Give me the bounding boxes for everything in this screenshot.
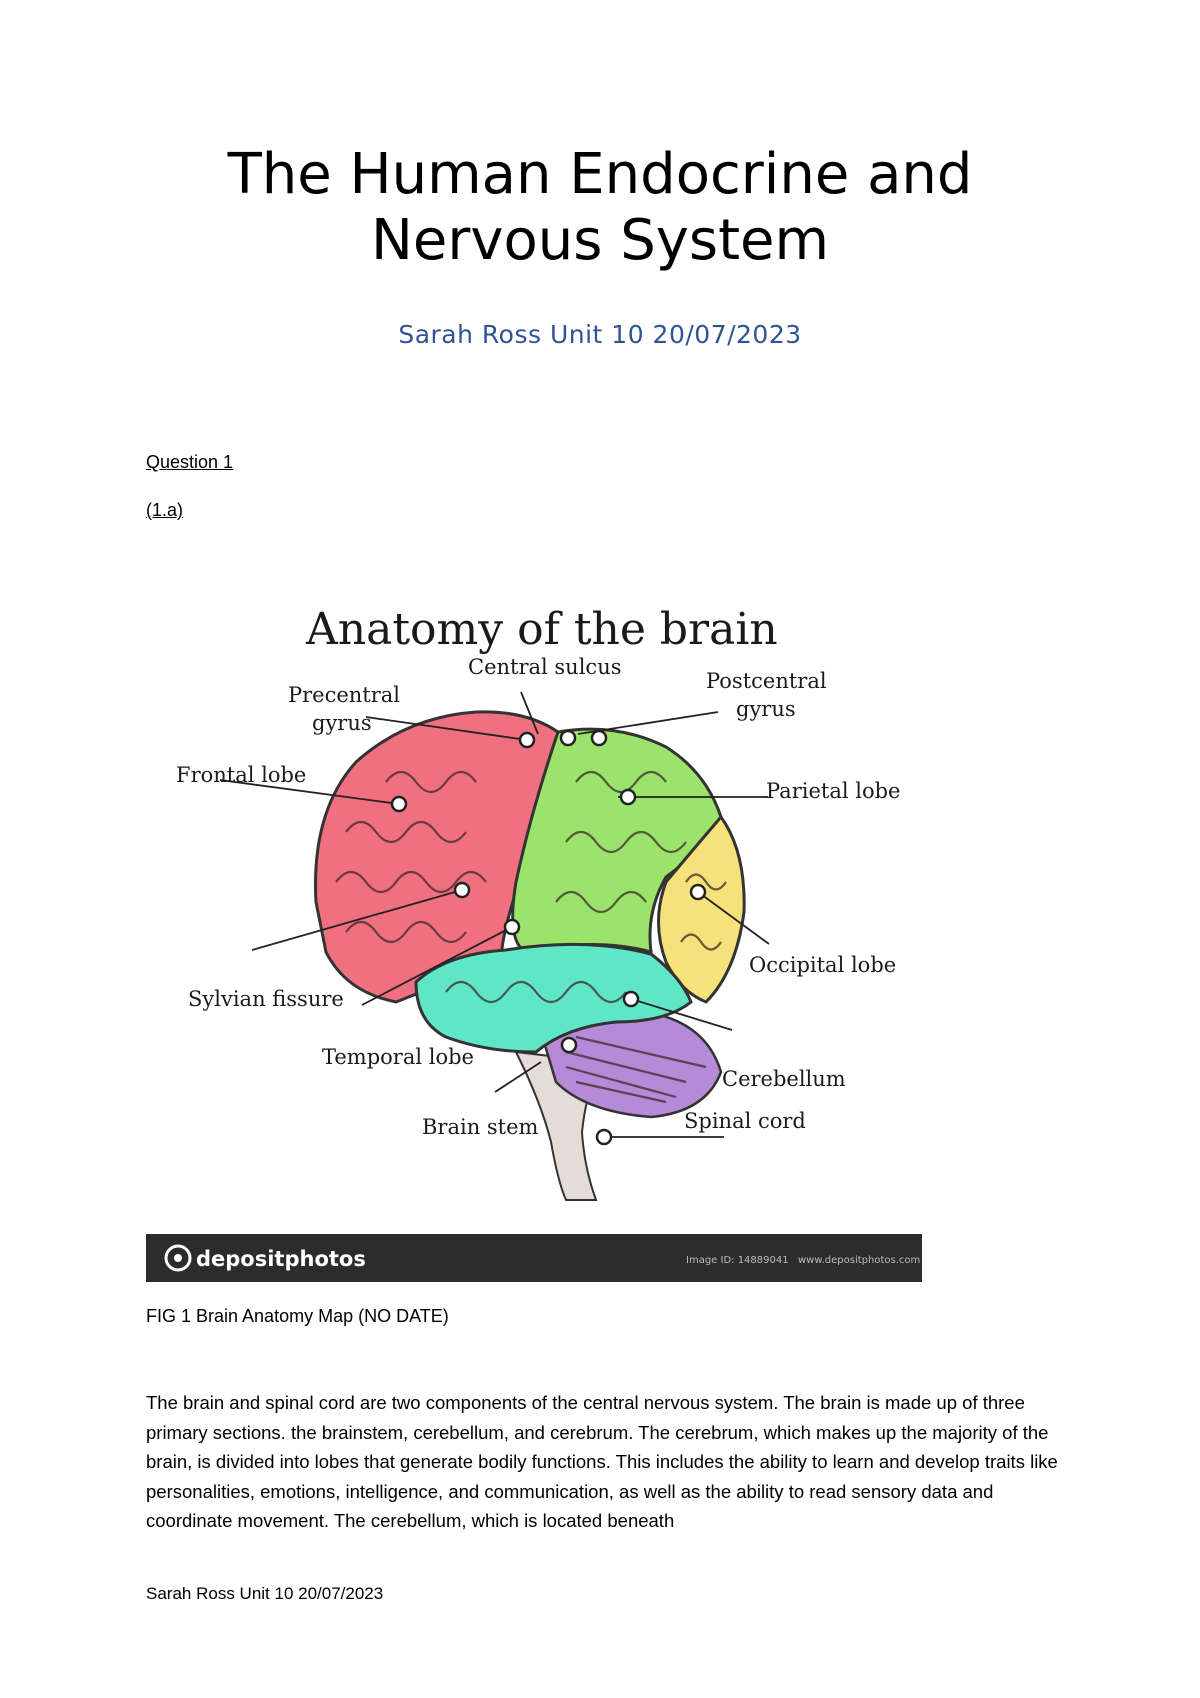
- label-spinal-cord: Spinal cord: [684, 1109, 806, 1133]
- page-footer: Sarah Ross Unit 10 20/07/2023: [146, 1584, 384, 1603]
- label-postcentral-1: Postcentral: [706, 669, 827, 693]
- watermark-brand: depositphotos: [196, 1247, 366, 1271]
- label-occipital-lobe: Occipital lobe: [749, 953, 897, 977]
- label-cerebellum: Cerebellum: [722, 1067, 846, 1091]
- label-frontal-lobe: Frontal lobe: [176, 763, 307, 787]
- title-line-1: The Human Endocrine and: [227, 142, 973, 207]
- label-precentral-2: gyrus: [312, 711, 372, 735]
- label-postcentral-2: gyrus: [736, 697, 796, 721]
- label-precentral-1: Precentral: [288, 683, 401, 707]
- label-parietal-lobe: Parietal lobe: [766, 779, 901, 803]
- author-subtitle: Sarah Ross Unit 10 20/07/2023: [398, 320, 802, 349]
- brain-diagram: [146, 582, 922, 1282]
- brain-anatomy-figure: [146, 582, 922, 1282]
- watermark-url: www.depositphotos.com: [798, 1255, 921, 1266]
- question-heading: Question 1: [146, 452, 234, 472]
- watermark-image-id: Image ID: 14889041: [686, 1255, 789, 1266]
- label-brain-stem: Brain stem: [422, 1115, 539, 1139]
- label-temporal-lobe: Temporal lobe: [322, 1045, 474, 1069]
- title-line-2: Nervous System: [370, 208, 830, 273]
- label-central-sulcus: Central sulcus: [468, 655, 622, 679]
- body-paragraph: The brain and spinal cord are two components of the central nervous system. The brain is made up of three primary sections. the brainstem, cerebellum, and cerebrum. The cerebrum, which makes up the majority of the brain, is divided into lobes that generate bodily functions. This includes the ability to learn and develop traits like personalities, emotions, intelligence, and communication, as well as the ability to read sensory data and coordinate movement. The cerebellum, which is located beneath: [146, 1392, 1058, 1531]
- label-sylvian-fissure: Sylvian fissure: [188, 987, 344, 1011]
- document-title: [0, 142, 1200, 274]
- figure-title: Anatomy of the brain: [306, 604, 778, 655]
- figure-caption: FIG 1 Brain Anatomy Map (NO DATE): [146, 1306, 449, 1326]
- sub-question-heading: (1.a): [146, 500, 184, 520]
